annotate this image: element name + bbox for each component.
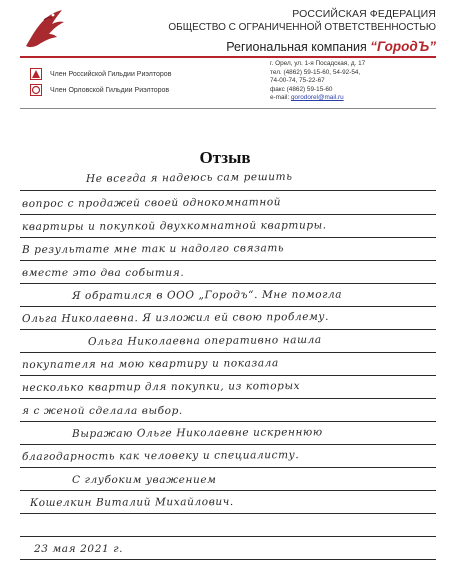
ruled-line: [20, 237, 436, 238]
ruled-line: [20, 306, 436, 307]
letterhead-divider: [20, 56, 436, 58]
address: г. Орел, ул. 1-я Посадская, д. 17: [270, 60, 366, 67]
handwriting-line: покупателя на мою квартиру и показала: [21, 357, 279, 371]
ruled-line: [20, 329, 436, 330]
ruled-line: [20, 190, 436, 191]
rgr-icon: [30, 68, 42, 80]
country-name: РОССИЙСКАЯ ФЕДЕРАЦИЯ: [292, 8, 436, 20]
handwriting-line: благодарность как человеку и специалисту.: [21, 449, 300, 463]
handwriting-line: вопрос с продажей своей однокомнатной: [21, 196, 282, 210]
guild-label: Член Орловской Гильдии Риэлторов: [50, 86, 170, 94]
handwriting-line: несколько квартир для покупки, из которых: [21, 380, 301, 394]
ruled-line: [20, 260, 436, 261]
handwriting-line: Не всегда я надеюсь сам решить: [85, 170, 293, 185]
ogr-icon: [30, 84, 42, 96]
handwriting-line: С глубоким уважением: [72, 474, 217, 486]
email-label: e-mail:: [270, 94, 290, 102]
ruled-line: [20, 214, 436, 215]
document-date: 23 мая 2021 г.: [34, 543, 124, 555]
guild-membership-rgr: [30, 68, 171, 80]
handwriting-line: квартиры и покупкой двухкомнатной квартиры.: [21, 219, 327, 233]
letterhead: [136, 8, 436, 56]
fax: факс (4862) 59-15-60: [270, 85, 333, 93]
handwriting-line: В результате мне так и надолго связать: [21, 242, 285, 256]
document-title: Отзыв: [199, 148, 251, 167]
header-divider: [20, 108, 436, 109]
contact-block: [270, 60, 365, 103]
company-brand: “ГородЪ”: [370, 39, 436, 54]
ruled-line: [20, 352, 436, 353]
company-name: [136, 38, 436, 56]
eagle-logo: [22, 6, 68, 52]
email-line: [270, 94, 365, 103]
guild-membership-ogr: [30, 84, 169, 96]
handwriting-line: Я обратился в ООО „Городъ“. Мне помогла: [71, 288, 343, 302]
ruled-line: [20, 398, 436, 399]
ruled-line: [20, 559, 436, 560]
ruled-line: [20, 513, 436, 514]
handwriting-line: я с женой сделала выбор.: [22, 405, 183, 417]
handwriting-line: Ольга Николаевна оперативно нашла: [87, 333, 322, 348]
phone-line-1: тел. (4862) 59-15-60, 54-92-54,: [270, 68, 361, 76]
company-type: ОБЩЕСТВО С ОГРАНИЧЕННОЙ ОТВЕТСТВЕННОСТЬЮ: [168, 22, 436, 33]
handwriting-line: вместе это два события.: [22, 267, 185, 279]
ruled-line: [20, 536, 436, 537]
guild-label: Член Российской Гильдии Риэлторов: [50, 70, 172, 78]
ruled-line: [20, 490, 436, 491]
ruled-line: [20, 283, 436, 284]
company-prefix: Региональная компания: [226, 40, 367, 54]
ruled-line: [20, 467, 436, 468]
ruled-line: [20, 375, 436, 376]
handwriting-line: Выражаю Ольге Николаевне искреннюю: [71, 426, 323, 440]
email-link[interactable]: gorodorel@mail.ru: [290, 94, 344, 102]
handwriting-line: Ольга Николаевна. Я изложил ей свою проблему.: [21, 310, 330, 325]
phone-line-2: 74-00-74, 75-22-67: [270, 77, 325, 85]
ruled-line: [20, 421, 436, 422]
ruled-line: [20, 444, 436, 445]
signature-name: Кошелкин Виталий Михайлович.: [29, 495, 234, 509]
